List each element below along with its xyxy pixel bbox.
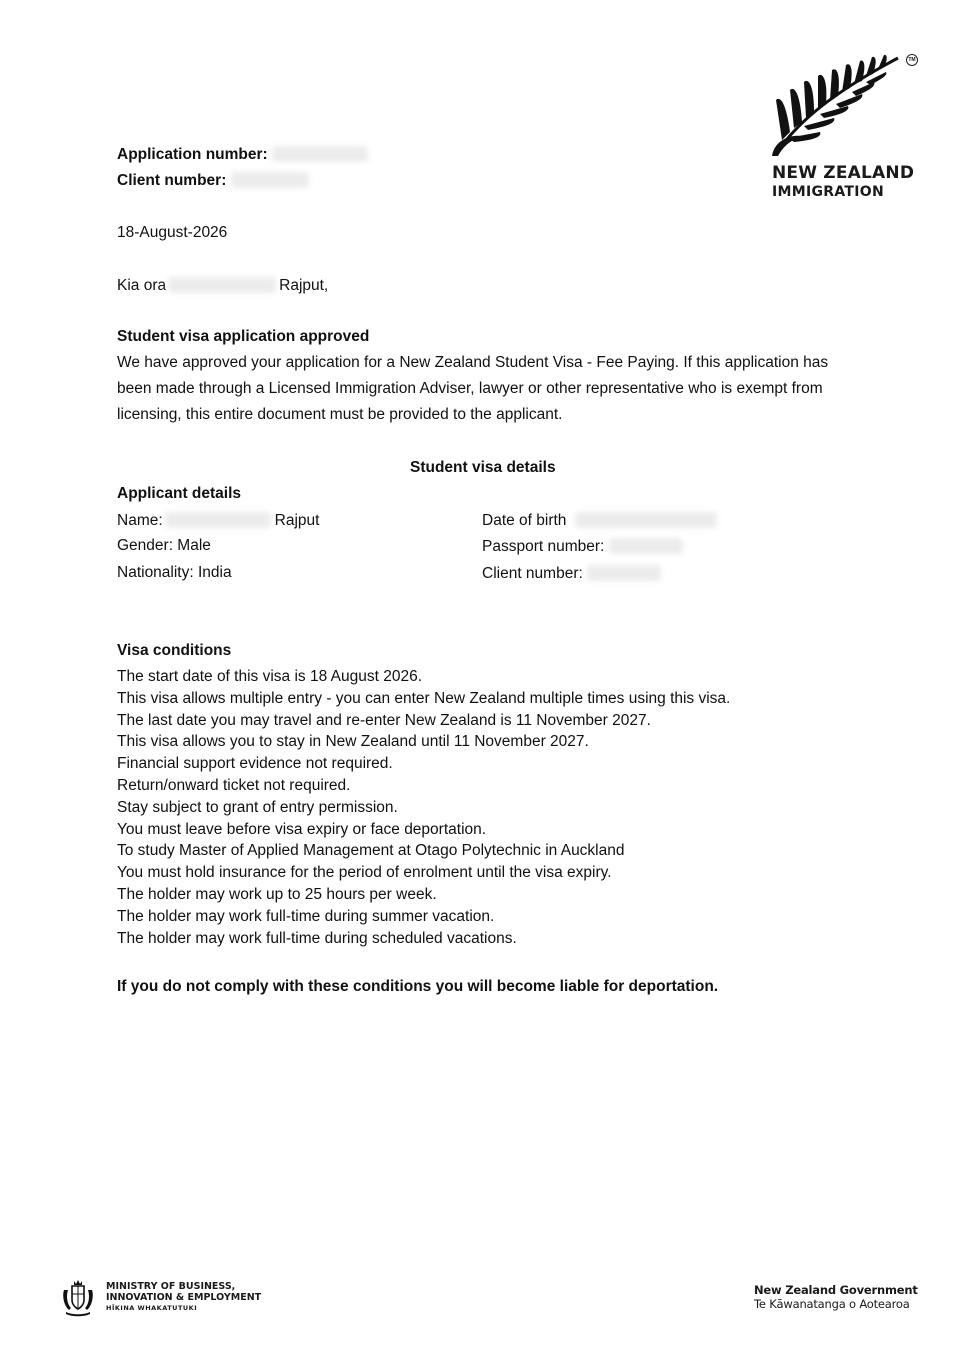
trademark-icon: TM bbox=[906, 54, 918, 66]
approval-heading: Student visa application approved bbox=[117, 328, 370, 345]
approval-body: We have approved your application for a New Zealand Student Visa - Fee Paying. If this application has been made through a Licensed Immigration Adviser, lawyer or other representative who is exempt from licensing, this entire document must be provided to the applicant. bbox=[117, 354, 829, 423]
passport-label: Passport number: bbox=[482, 538, 605, 555]
deportation-warning: If you do not comply with these conditions you will become liable for deportation. bbox=[117, 978, 719, 995]
condition-item: This visa allows you to stay in New Zealand until 11 November 2027. bbox=[117, 733, 589, 751]
redacted-given-name bbox=[168, 277, 276, 293]
condition-item: To study Master of Applied Management at Otago Polytechnic in Auckland bbox=[117, 842, 625, 860]
condition-item: The holder may work full-time during scheduled vacations. bbox=[117, 929, 517, 947]
condition-item: Return/onward ticket not required. bbox=[117, 776, 351, 794]
condition-item: Stay subject to grant of entry permission. bbox=[117, 798, 398, 816]
mbie-logo bbox=[58, 1278, 288, 1318]
greeting-surname: Rajput, bbox=[279, 277, 329, 294]
condition-item: This visa allows multiple entry - you can enter New Zealand multiple times using this visa. bbox=[117, 689, 731, 707]
mbie-line-3: HĪKINA WHAKATUTUKI bbox=[106, 1304, 198, 1312]
applicant-details-heading: Applicant details bbox=[117, 485, 242, 502]
condition-item: You must hold insurance for the period of enrolment until the visa expiry. bbox=[117, 864, 612, 882]
application-number-label: Application number: bbox=[117, 146, 268, 163]
passport-row bbox=[482, 538, 683, 555]
condition-item: The holder may work full-time during summer vacation. bbox=[117, 907, 495, 925]
silver-fern-icon bbox=[768, 50, 908, 160]
condition-item: The last date you may travel and re-enter New Zealand is 11 November 2027. bbox=[117, 711, 651, 729]
client-label: Client number: bbox=[482, 565, 583, 582]
redacted-application-number bbox=[272, 146, 368, 162]
nationality: Nationality: India bbox=[117, 564, 232, 581]
name-label: Name: bbox=[117, 512, 163, 529]
nz-government-logo bbox=[754, 1283, 918, 1311]
condition-item: Financial support evidence not required. bbox=[117, 755, 393, 773]
name-surname: Rajput bbox=[274, 512, 320, 529]
coat-of-arms-icon bbox=[58, 1278, 98, 1318]
redacted-given-name bbox=[165, 512, 271, 528]
redacted-dob bbox=[575, 512, 717, 528]
client-row bbox=[482, 565, 661, 582]
gov-line-2: Te Kāwanatanga o Aotearoa bbox=[754, 1297, 910, 1311]
name-row bbox=[117, 512, 319, 529]
gov-line-1: New Zealand Government bbox=[754, 1283, 918, 1297]
gender: Gender: Male bbox=[117, 537, 211, 554]
client-number-label: Client number: bbox=[117, 172, 227, 189]
condition-item: The holder may work up to 25 hours per week. bbox=[117, 885, 437, 903]
redacted-client-number bbox=[231, 172, 309, 188]
logo-line-2: IMMIGRATION bbox=[772, 184, 884, 200]
greeting bbox=[117, 277, 328, 294]
logo-line-1: NEW ZEALAND bbox=[772, 163, 915, 183]
condition-item: The start date of this visa is 18 August 2026. bbox=[117, 668, 423, 685]
client-number-row bbox=[117, 172, 309, 189]
greeting-prefix: Kia ora bbox=[117, 277, 167, 294]
condition-item: You must leave before visa expiry or face deportation. bbox=[117, 820, 487, 838]
redacted-passport-number bbox=[609, 538, 683, 554]
mbie-line-1: MINISTRY OF BUSINESS, bbox=[106, 1281, 236, 1292]
conditions-list bbox=[117, 666, 730, 949]
dob-row bbox=[482, 512, 717, 529]
nz-immigration-logo bbox=[768, 50, 918, 210]
mbie-line-2: INNOVATION & EMPLOYMENT bbox=[106, 1291, 262, 1303]
letter-date: 18-August-2026 bbox=[117, 224, 228, 241]
redacted-client-number bbox=[587, 565, 661, 581]
details-title: Student visa details bbox=[410, 459, 556, 476]
mbie-text bbox=[106, 1282, 261, 1314]
application-number-row bbox=[117, 146, 368, 163]
conditions-heading: Visa conditions bbox=[117, 642, 232, 659]
dob-label: Date of birth bbox=[482, 512, 567, 529]
